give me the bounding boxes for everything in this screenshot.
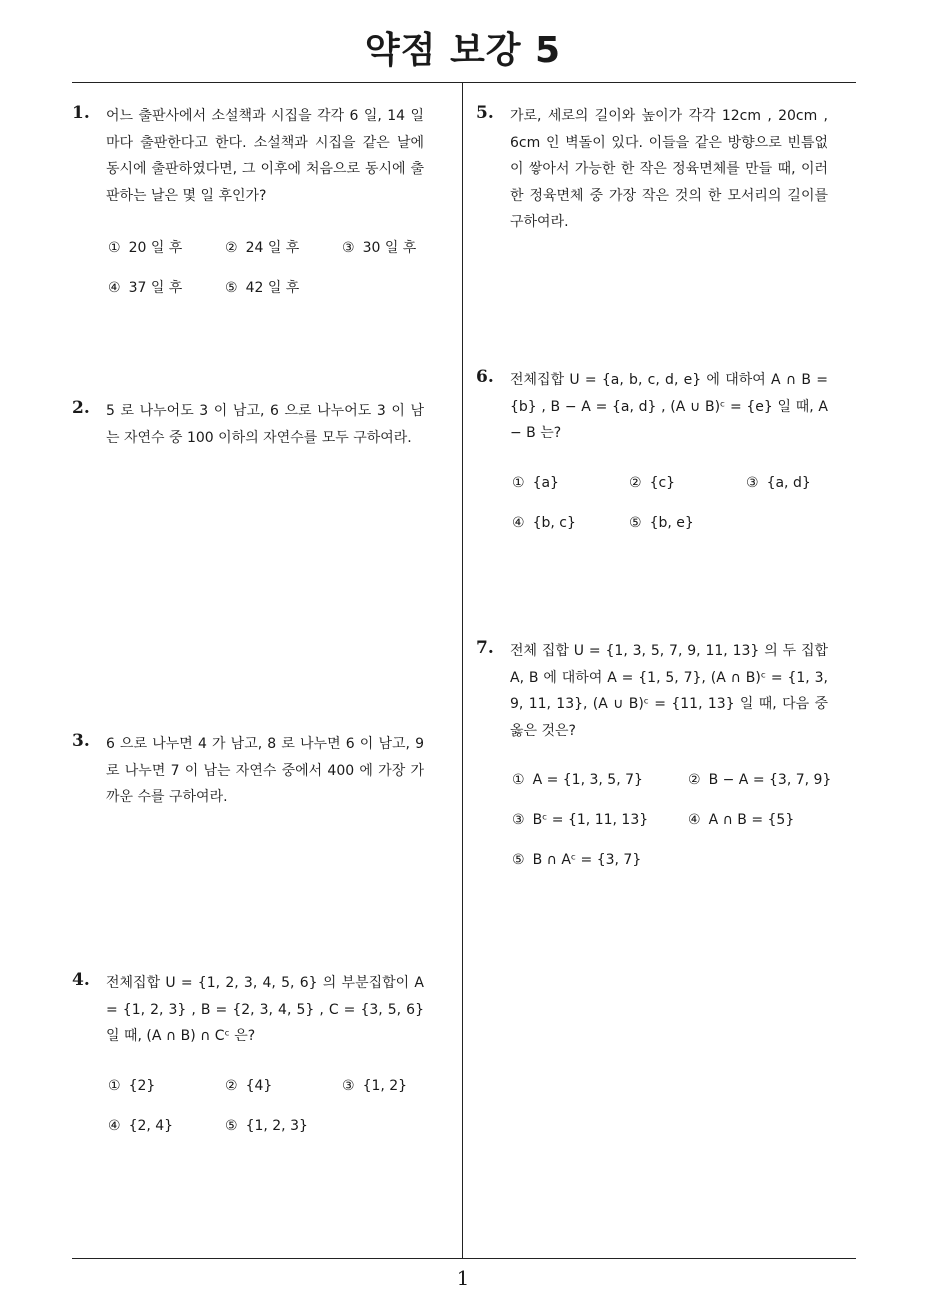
column-divider: [462, 83, 463, 1258]
choice-4[interactable]: ④ A ∩ B = {5}: [688, 812, 795, 828]
top-divider: [72, 82, 856, 83]
page-title: 약점 보강 5: [364, 30, 562, 71]
question-4: [72, 970, 424, 1158]
question-text: 어느 출판사에서 소설책과 시집을 각각 6 일, 14 일마다 출판한다고 한다. 소설책과 시집을 같은 날에 동시에 출판하였다면, 그 이후에 처음으로 동시에 출판하는 날은 몇 일 후인가?: [106, 108, 424, 204]
answer-choices: [512, 772, 832, 892]
question-text: 전체집합 U = {a, b, c, d, e} 에 대하여 A ∩ B = {b} , B − A = {a, d} , (A ∪ B)ᶜ = {e} 일 때, A − B 는?: [510, 372, 828, 441]
question-text: 전체 집합 U = {1, 3, 5, 7, 9, 11, 13} 의 두 집합 A, B 에 대하여 A = {1, 5, 7}, (A ∩ B)ᶜ = {1, 3, 9, 11, 13}, (A ∪ B)ᶜ = {11, 13} 일 때, 다음 중 옳은 것은?: [510, 643, 828, 739]
question-text: 6 으로 나누면 4 가 남고, 8 로 나누면 6 이 남고, 9 로 나누면 7 이 남는 자연수 중에서 400 에 가장 가까운 수를 구하여라.: [106, 736, 424, 805]
choice-4[interactable]: ④ {b, c}: [512, 514, 576, 531]
bottom-divider: [72, 1258, 856, 1259]
question-number: 2.: [72, 398, 90, 418]
choice-5[interactable]: ⑤ B ∩ Aᶜ = {3, 7}: [512, 852, 642, 868]
question-6: [476, 367, 828, 555]
choice-5[interactable]: ⑤ {b, e}: [629, 514, 694, 531]
question-number: 6.: [476, 367, 494, 387]
choice-2[interactable]: ② 24 일 후: [225, 240, 300, 256]
question-number: 4.: [72, 970, 90, 990]
question-text: 5 로 나누어도 3 이 남고, 6 으로 나누어도 3 이 남는 자연수 중 100 이하의 자연수를 모두 구하여라.: [106, 403, 424, 446]
choice-3[interactable]: ③ 30 일 후: [342, 240, 417, 256]
page-number: 1: [456, 1266, 470, 1290]
choice-2[interactable]: ② {c}: [629, 474, 676, 491]
question-7: [476, 638, 832, 892]
question-number: 3.: [72, 731, 90, 751]
question-number: 1.: [72, 103, 90, 123]
question-text: 가로, 세로의 길이와 높이가 각각 12cm , 20cm , 6cm 인 벽돌이 있다. 이들을 같은 방향으로 빈틈없이 쌓아서 가능한 한 작은 정육면체를 만들 때, 이러한 정육면체 중 가장 작은 것의 한 모서리의 길이를 구하여라.: [510, 108, 828, 230]
choice-4[interactable]: ④ {2, 4}: [108, 1117, 174, 1134]
choice-2[interactable]: ② B − A = {3, 7, 9}: [688, 772, 832, 788]
choice-2[interactable]: ② {4}: [225, 1077, 273, 1094]
choice-5[interactable]: ⑤ 42 일 후: [225, 280, 300, 296]
choice-1[interactable]: ① A = {1, 3, 5, 7}: [512, 772, 643, 788]
answer-choices: [512, 475, 828, 555]
question-1: [72, 103, 424, 317]
question-number: 5.: [476, 103, 494, 123]
choice-3[interactable]: ③ {1, 2}: [342, 1077, 408, 1094]
answer-choices: [108, 237, 424, 317]
choice-1[interactable]: ① 20 일 후: [108, 240, 183, 256]
choice-1[interactable]: ① {a}: [512, 474, 559, 491]
question-text: 전체집합 U = {1, 2, 3, 4, 5, 6} 의 부분집합이 A = {1, 2, 3} , B = {2, 3, 4, 5} , C = {3, 5, 6} 일 때, (A ∩ B) ∩ Cᶜ 은?: [106, 975, 424, 1044]
question-5: [476, 103, 828, 236]
question-number: 7.: [476, 638, 494, 658]
choice-3[interactable]: ③ Bᶜ = {1, 11, 13}: [512, 812, 649, 828]
choice-5[interactable]: ⑤ {1, 2, 3}: [225, 1117, 308, 1134]
choice-3[interactable]: ③ {a, d}: [746, 474, 811, 491]
choice-1[interactable]: ① {2}: [108, 1077, 156, 1094]
question-3: [72, 731, 424, 811]
question-2: [72, 398, 424, 451]
answer-choices: [108, 1078, 424, 1158]
choice-4[interactable]: ④ 37 일 후: [108, 280, 183, 296]
